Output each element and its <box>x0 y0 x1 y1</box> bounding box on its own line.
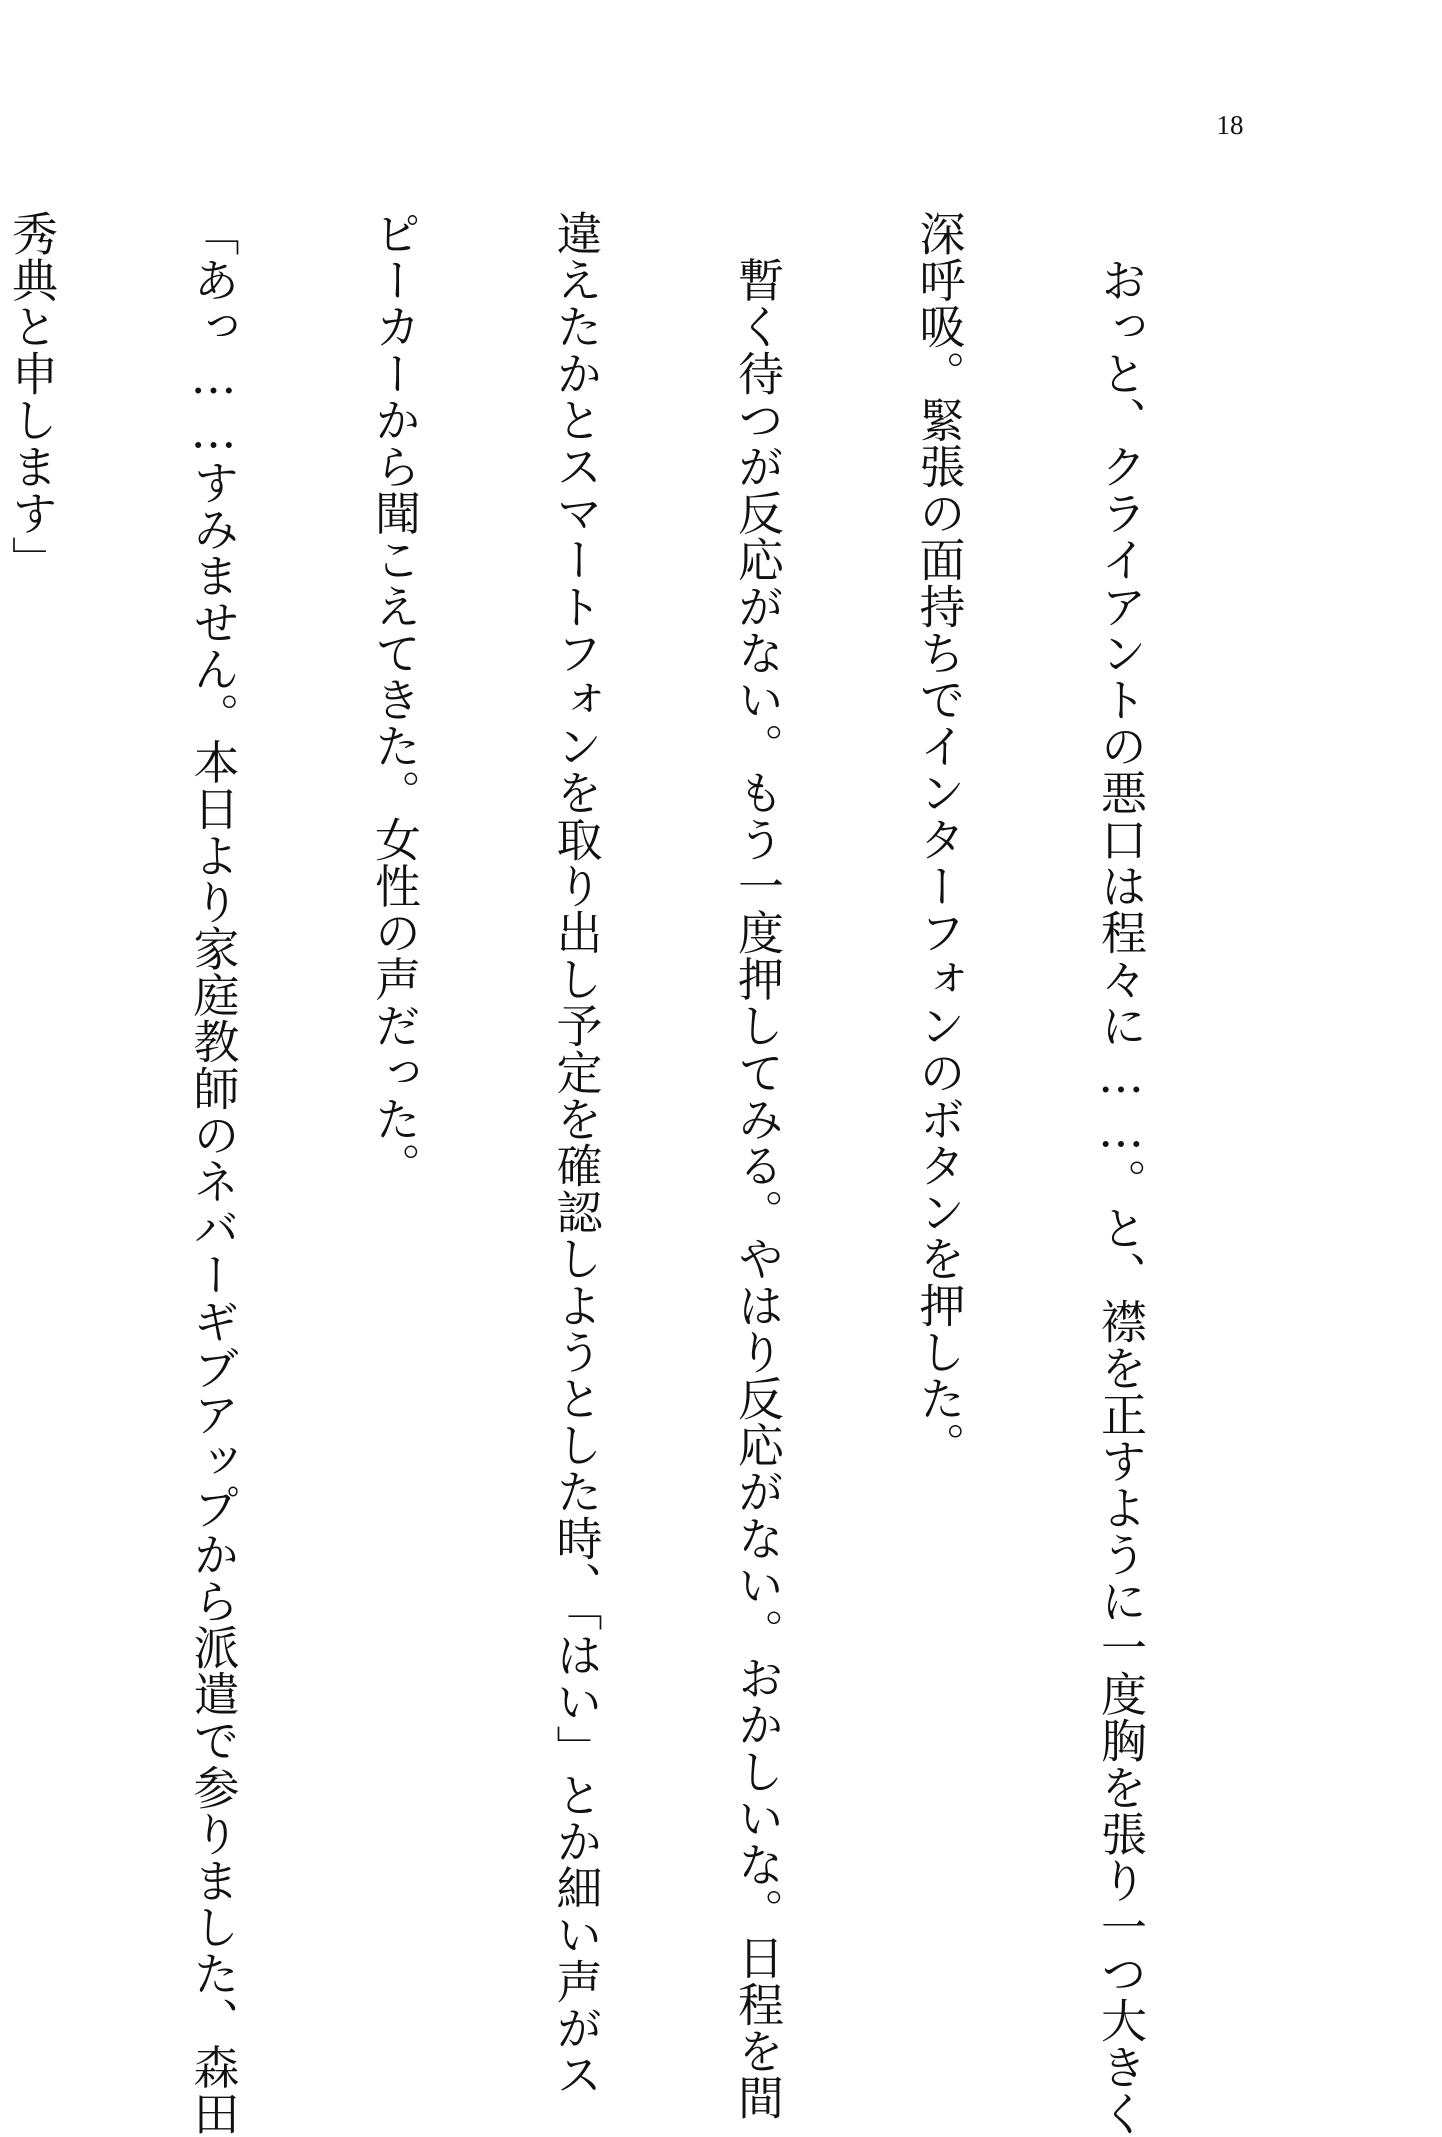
text-line: ピーカーから聞こえてきた。女性の声だった。 <box>368 210 422 1189</box>
page-number: 18 <box>1216 110 1244 140</box>
text-line: 違えたかとスマートフォンを取り出し予定を確認しようとした時、「はい」とか細い声がス <box>549 210 604 2098</box>
text-line: 暫く待つが反応がない。もう一度押してみる。やはり反応がない。おかしいな。日程を間 <box>731 210 785 2121</box>
vertical-body-text <box>0 210 1272 2137</box>
text-line: おっと、クライアントの悪口は程々に……。と、襟を正すように一度胸を張り一つ大きく <box>1094 210 1148 2137</box>
text-line: 「あっ……すみません。本日より家庭教師のネバーギブアップから派遣で参りました、森田 <box>186 210 241 2137</box>
text-line: 秀典と申します」 <box>5 210 59 583</box>
text-line: 深呼吸。緊張の面持ちでインターフォンのボタンを押した。 <box>912 210 967 1469</box>
